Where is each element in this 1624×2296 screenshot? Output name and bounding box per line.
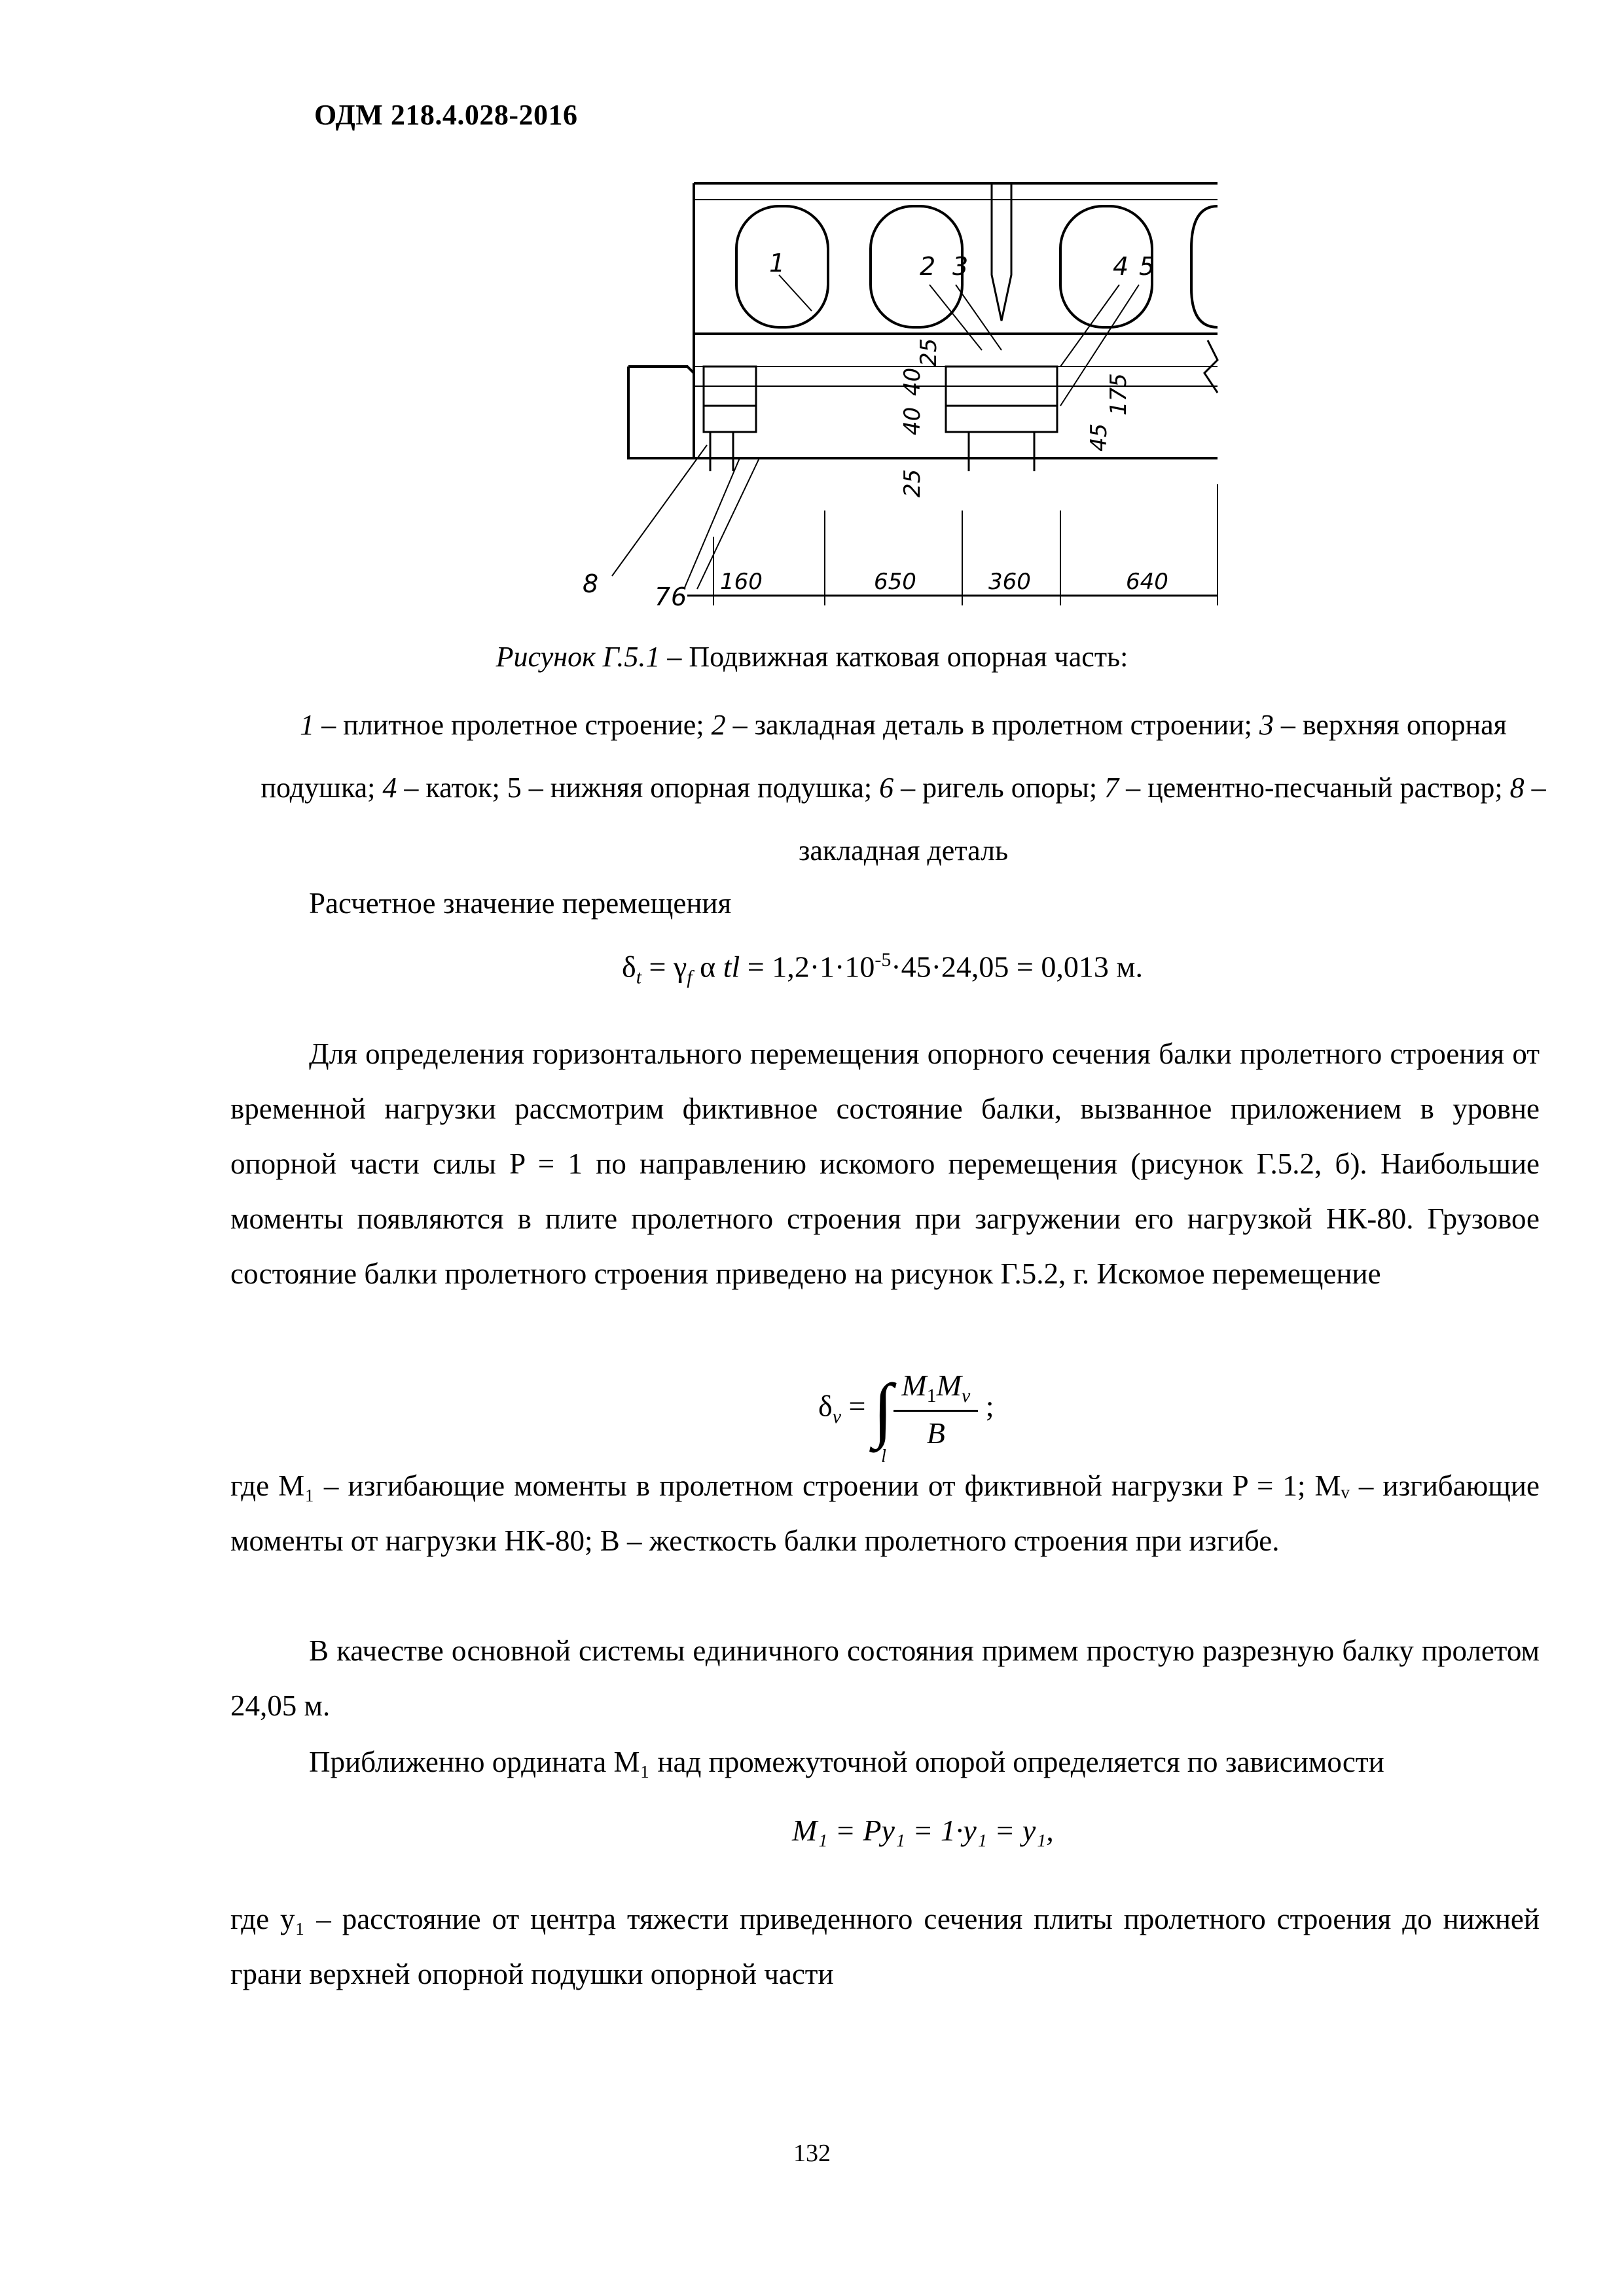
legend-num: 4 bbox=[382, 772, 397, 804]
legend-num: 2 bbox=[711, 709, 726, 741]
fig-label-3: 3 bbox=[952, 252, 969, 281]
formula-integral-displacement: $\delta_v = \int_l$ $\frac{M_1M_v}{B}$ ; bbox=[818, 1369, 994, 1467]
dim-640: 640 bbox=[1126, 569, 1168, 595]
legend-num: 3 bbox=[1259, 709, 1274, 741]
integral-limit: l bbox=[881, 1446, 886, 1467]
paragraph-ordinate: Приближенно ордината M₁ над промежуточной опорой определяется по зависимости bbox=[309, 1746, 1384, 1778]
legend-num: 6 bbox=[879, 772, 894, 804]
paragraph-y1-definition: где y₁ – расстояние от центра тяжести приведенного сечения плиты пролетного строения до нижней грани верхней опорной подушки опорной части bbox=[230, 1903, 1540, 1990]
figure-legend bbox=[259, 694, 1548, 882]
page-number: 132 bbox=[793, 2140, 831, 2167]
formula-thermal-displacement: $\delta_t = \gamma_f$ α tl = $1,2\cdot 1\cdot 10^{-5}\cdot 45\cdot 24,05 = 0,013$ м. bbox=[622, 949, 1143, 988]
dim-360: 360 bbox=[988, 569, 1031, 595]
legend-text: – закладная деталь в пролетном строении; bbox=[725, 709, 1259, 741]
dim-25-bottom: 25 bbox=[899, 469, 926, 497]
dim-175: 175 bbox=[1106, 373, 1132, 416]
fraction-denominator bbox=[893, 1412, 978, 1450]
figure-caption-prefix: Рисунок Г.5.1 bbox=[496, 641, 660, 673]
formula-2-end: ; bbox=[985, 1389, 994, 1423]
formula-1-tail: ·45·24,05 = 0,013 м. bbox=[891, 950, 1143, 984]
paragraph-displacement-intro: Расчетное значение перемещения bbox=[309, 887, 732, 920]
legend-text: – закладная деталь bbox=[798, 772, 1546, 867]
formula-1-exponent: -5 bbox=[875, 949, 892, 971]
legend-num: 1 bbox=[300, 709, 315, 741]
figure-caption-text: – Подвижная катковая опорная часть: bbox=[660, 641, 1128, 673]
legend-num: 5 bbox=[507, 772, 522, 804]
paragraph-horizontal-displacement: Для определения горизонтального перемещения опорного сечения балки пролетного строения от временной нагрузки рассмотрим фиктивное состояние балки, вызванное приложением в уровне опорной части силы P = 1 по направлению искомого перемещения (рисунок Г.5.2, б). Наибольшие моменты появляются в плите пролетного строения при загружении его нагрузкой НК-80. Грузовое состояние балки пролетного строения приведено на рисунок Г.5.2, г. Искомое перемещение bbox=[230, 1037, 1540, 1290]
fig-label-1: 1 bbox=[769, 249, 785, 278]
legend-text: – цементно-песчаный раствор; bbox=[1119, 772, 1510, 804]
fig-label-8: 8 bbox=[583, 569, 599, 598]
dim-25-top: 25 bbox=[916, 338, 942, 367]
paragraph-basic-system: В качестве основной системы единичного состояния примем простую разрезную балку пролетом 24,05 м. bbox=[230, 1634, 1540, 1722]
denominator-symbol: B bbox=[926, 1416, 945, 1450]
fig-label-5: 5 bbox=[1139, 252, 1155, 281]
legend-text: – плитное пролетное строение; bbox=[314, 709, 712, 741]
legend-text: – ригель опоры; bbox=[893, 772, 1105, 804]
legend-text: – верхняя опорная подушка; bbox=[261, 709, 1507, 804]
fraction bbox=[893, 1368, 978, 1450]
fraction-numerator: $M_1M_v$ bbox=[893, 1368, 978, 1412]
integral-sign: ∫ bbox=[873, 1369, 893, 1450]
dim-160: 160 bbox=[720, 569, 763, 595]
fig-label-7: 7 bbox=[655, 583, 671, 611]
formula-1-rhs: = 1,2·1·10 bbox=[740, 950, 875, 984]
legend-text: – каток; bbox=[397, 772, 507, 804]
legend-text: – нижняя опорная подушка; bbox=[521, 772, 880, 804]
dim-40-top: 40 bbox=[899, 367, 926, 396]
document-id-header: ОДМ 218.4.028-2016 bbox=[314, 99, 578, 131]
figure-caption-title bbox=[0, 640, 1624, 673]
dim-650: 650 bbox=[874, 569, 916, 595]
paragraph-definitions: где M₁ – изгибающие моменты в пролетном строении от фиктивной нагрузки P = 1; Mᵥ – изгибающие моменты от нагрузки НК-80; B – жесткость балки пролетного строения при изгибе. bbox=[230, 1469, 1540, 1557]
legend-num: 7 bbox=[1104, 772, 1119, 804]
formula-ordinate: M₁ = Py₁ = 1·y₁ = y₁, bbox=[792, 1814, 1054, 1847]
dim-40-mid: 40 bbox=[899, 406, 926, 435]
bearing-drawing bbox=[563, 170, 1303, 628]
fig-label-2: 2 bbox=[920, 252, 936, 281]
dim-45: 45 bbox=[1086, 423, 1112, 452]
fig-label-6: 6 bbox=[671, 583, 687, 611]
fig-label-4: 4 bbox=[1113, 252, 1129, 281]
legend-num: 8 bbox=[1509, 772, 1525, 804]
